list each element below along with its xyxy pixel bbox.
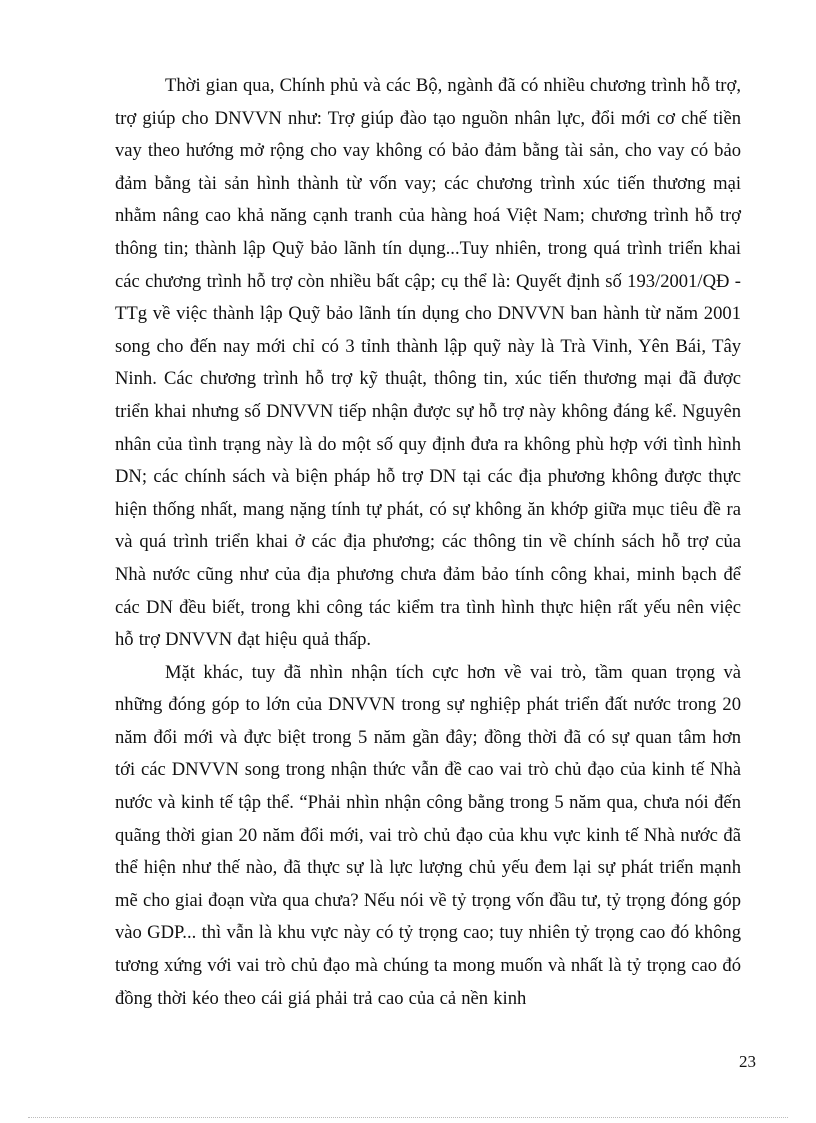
paragraph-2: Mặt khác, tuy đã nhìn nhận tích cực hơn về vai trò, tầm quan trọng và những đóng góp to lớn của DNVVN trong sự nghiệp phát triển đất nước trong 20 năm đổi mới và đực biệt trong 5 năm gần đây; đồng thời đã có sự quan tâm hơn tới các DNVVN song trong nhận thức vẫn đề cao vai trò chủ đạo của kinh tế Nhà nước và kinh tế tập thể. “Phải nhìn nhận công bằng trong 5 năm qua, chưa nói đến quãng thời gian 20 năm đổi mới, vai trò chủ đạo của khu vực kinh tế Nhà nước đã thể hiện như thế nào, đã thực sự là lực lượng chủ yếu đem lại sự phát triển mạnh mẽ cho giai đoạn vừa qua chưa? Nếu nói về tỷ trọng vốn đầu tư, tỷ trọng đóng góp vào GDP... thì vẫn là khu vực này có tỷ trọng cao; tuy nhiên tỷ trọng cao đó không tương xứng với vai trò chủ đạo mà chúng ta mong muốn và nhất là tỷ trọng cao đó đồng thời kéo theo cái giá phải trả cao của cả nền kinh [115,661,741,1009]
paragraph-1: Thời gian qua, Chính phủ và các Bộ, ngành đã có nhiều chương trình hỗ trợ, trợ giúp cho DNVVN như: Trợ giúp đào tạo nguồn nhân lực, đổi mới cơ chế tiền vay theo hướng mở rộng cho vay không có bảo đảm bằng tài sản, cho vay có bảo đảm bằng tài sản hình thành từ vốn vay; các chương trình xúc tiến thương mại nhằm nâng cao khả năng cạnh tranh của hàng hoá Việt Nam; chương trình hỗ trợ thông tin; thành lập Quỹ bảo lãnh tín dụng...Tuy nhiên, trong quá trình triển khai các chương trình hỗ trợ còn nhiều bất cập; cụ thể là: Quyết định số 193/2001/QĐ - TTg về việc thành lập Quỹ bảo lãnh tín dụng cho DNVVN ban hành từ năm 2001 song cho đến nay mới chỉ có 3 tỉnh thành lập quỹ này là Trà Vinh, Yên Bái, Tây Ninh. Các chương trình hỗ trợ kỹ thuật, thông tin, xúc tiến thương mại đã được triển khai nhưng số DNVVN tiếp nhận được sự hỗ trợ này không đáng kể. Nguyên nhân của tình trạng này là do một số quy định đưa ra không phù hợp với tình hình DN; các chính sách và biện pháp hỗ trợ DN tại các địa phương không được thực hiện thống nhất, mang nặng tính tự phát, có sự không ăn khớp giữa mục tiêu đề ra và quá trình triển khai ở các địa phương; các thông tin về chính sách hỗ trợ của Nhà nước cũng như của địa phương chưa đảm bảo tính công khai, minh bạch để các DN đều biết, trong khi công tác kiểm tra tình hình thực hiện rất yếu nên việc hỗ trợ DNVVN đạt hiệu quả thấp. [115,75,741,651]
page-bottom-divider [28,1117,788,1118]
body-text [115,70,741,1015]
page-number: 23 [739,1052,756,1071]
